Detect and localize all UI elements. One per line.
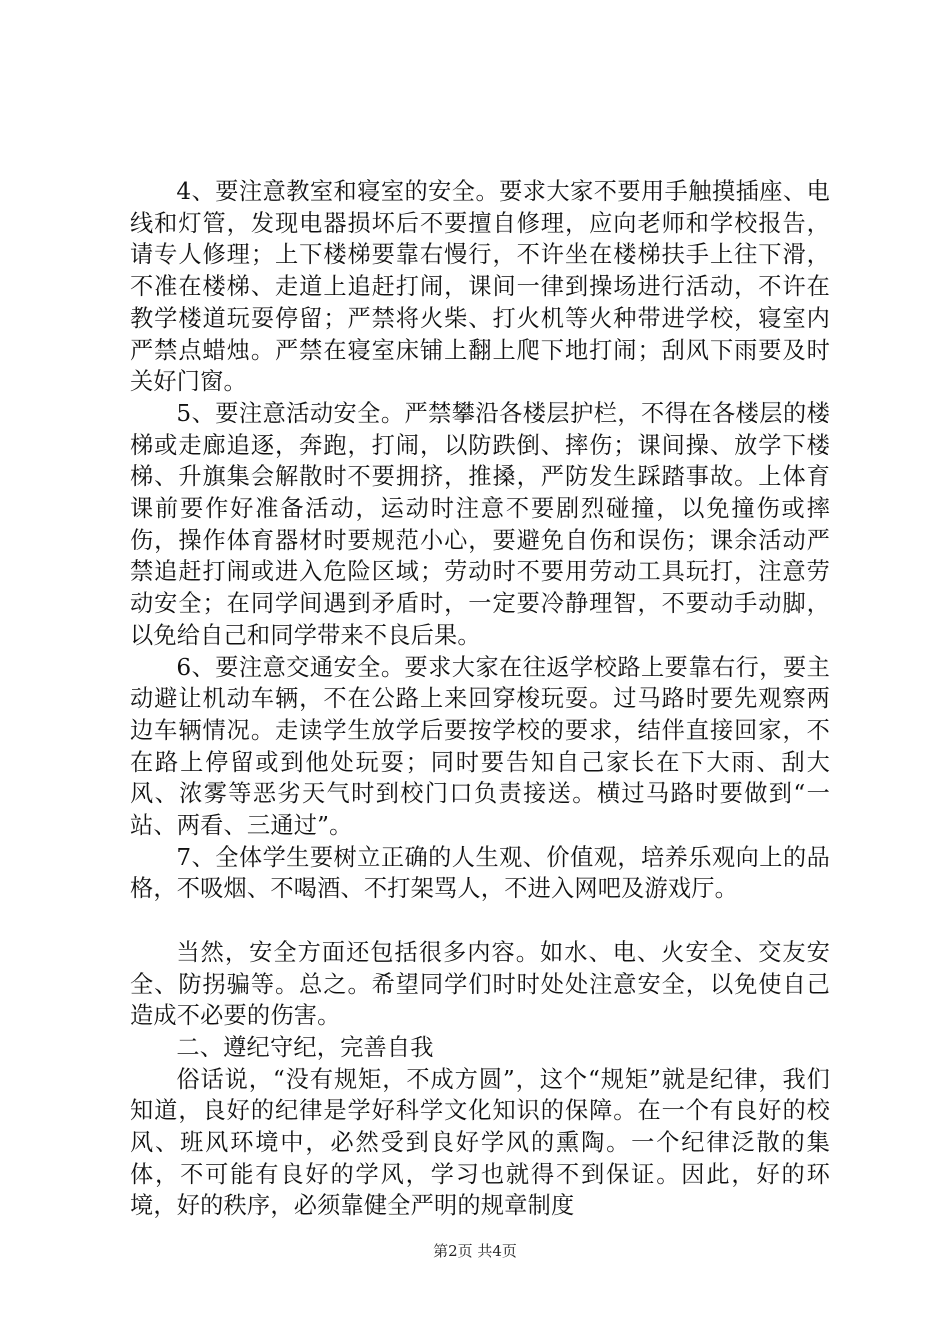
paragraph-activity-safety: 5、要注意活动安全。严禁攀沿各楼层护栏，不得在各楼层的楼梯或走廊追逐，奔跑，打闹，以防跌倒、摔伤；课间操、放学下楼梯、升旗集会解散时不要拥挤，推搡，严防发生踩踏事故。上体育课前要作好准备活动，运动时注意不要剧烈碰撞，以免撞伤或摔伤，操作体育器材时要规范小心，要避免自伤和误伤；课余活动严禁追赶打闹或进入危险区域；劳动时不要用劳动工具玩打，注意劳动安全；在同学间遇到矛盾时，一定要冷静理智，不要动手动脚，以免给自己和同学带来不良后果。 bbox=[130, 399, 830, 649]
paragraph-traffic-safety: 6、要注意交通安全。要求大家在往返学校路上要靠右行，要主动避让机动车辆，不在公路上来回穿梭玩耍。过马路时要先观察两边车辆情况。走读学生放学后要按学校的要求，结伴直接回家，不在路上停留或到他处玩耍；同时要告知自己家长在下大雨、刮大风、浓雾等恶劣天气时到校门口负责接送。横过马路时要做到“一站、两看、三通过”。 bbox=[130, 653, 830, 840]
paragraph-discipline: 俗话说，“没有规矩，不成方圆”，这个“规矩”就是纪律，我们知道，良好的纪律是学好科学文化知识的保障。在一个有良好的校风、班风环境中，必然受到良好学风的熏陶。一个纪律泛散的集体，不可能有良好的学风，学习也就得不到保证。因此，好的环境，好的秩序，必须靠健全严明的规章制度 bbox=[130, 1065, 830, 1220]
paragraph-classroom-dorm-safety: 4、要注意教室和寝室的安全。要求大家不要用手触摸插座、电线和灯管，发现电器损坏后不要擅自修理，应向老师和学校报告，请专人修理；上下楼梯要靠右慢行，不许坐在楼梯扶手上往下滑，不准在楼梯、走道上追赶打闹，课间一律到操场进行活动，不许在教学楼道玩耍停留；严禁将火柴、打火机等火种带进学校，寝室内严禁点蜡烛。严禁在寝室床铺上翻上爬下地打闹；刮风下雨要及时关好门窗。 bbox=[130, 178, 830, 396]
section-heading-discipline: 二、遵纪守纪，完善自我 bbox=[176, 1033, 434, 1061]
document-body bbox=[130, 176, 830, 1222]
paragraph-safety-summary: 当然，安全方面还包括很多内容。如水、电、火安全、交友安全、防拐骗等。总之。希望同学们时时处处注意安全，以免使自己造成不必要的伤害。 bbox=[130, 938, 830, 1030]
paragraph-spacer bbox=[130, 905, 830, 937]
page-footer: 第2页 共4页 bbox=[433, 1242, 517, 1260]
paragraph-values: 7、全体学生要树立正确的人生观、价值观，培养乐观向上的品格，不吸烟、不喝酒、不打架骂人，不进入网吧及游戏厅。 bbox=[130, 843, 830, 903]
